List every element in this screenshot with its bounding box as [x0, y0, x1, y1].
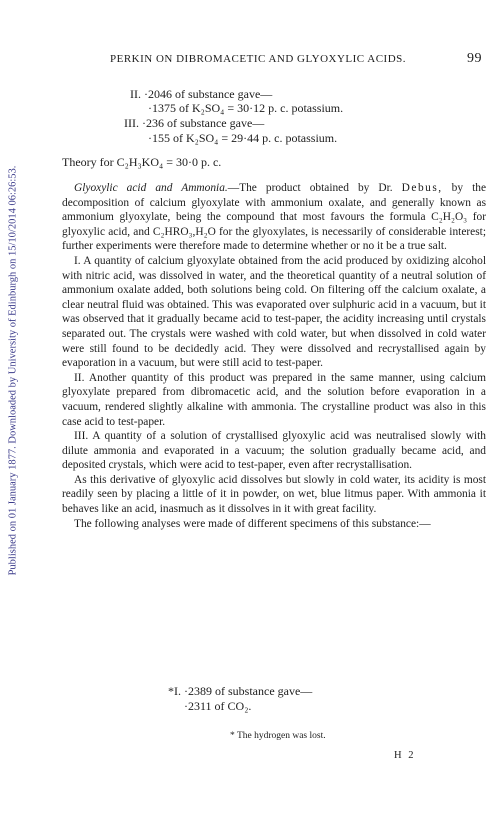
section-intro-a: —The product obtained by Dr. [227, 182, 402, 194]
paragraph: III. A quantity of a solution of crystallised glyoxylic acid was neutralised slowly with dilute ammonia and evaporated in a vacuum; the solution gradually became acid, and deposited crystals, which were acid to test-paper, even after recrystallisation. [62, 430, 486, 472]
section-intro [62, 181, 486, 254]
author-name: Debus, [401, 182, 443, 194]
footnote: * The hydrogen was lost. [230, 731, 326, 741]
analysis-line: III. ·236 of substance gave— [124, 116, 265, 130]
signature-mark: H 2 [394, 750, 416, 761]
running-header [62, 53, 490, 67]
provenance-text: Published on 01 January 1877. Downloaded by University of Edinburgh on 15/10/2014 06:26:53. [7, 165, 19, 575]
running-title: PERKIN ON DIBROMACETIC AND GLYOXYLIC ACIDS. [110, 53, 407, 65]
analysis-line: ·2311 of CO₂. [184, 699, 252, 713]
paragraph: I. A quantity of calcium glyoxylate obtained from the acid produced by oxidizing alcohol with nitric acid, was dissolved in water, and the theoretical quantity of a neutral solution of ammonium oxalate added, both solutions being cold. On filtering off the calcium oxalate, a clear neutral fluid was obtained. This was evaporated over sulphuric acid in a vacuum, but it was observed that it gradually became acid to test-paper, the acidity increasing until crystals separated out. The crystals were washed with cold water, but when dissolved in cold water were still found to be decidedly acid. They were dissolved and recrystallised again by evaporation in a vacuum, but were still acid to test-paper. [62, 254, 486, 370]
page-number: 99 [467, 51, 482, 66]
section-intro-b: by the decomposition of calcium glyoxylate with ammonium oxalate, and generally known as ammonium glyoxylate, being the compound that most favours the formula C₂H₂O₃ for glyoxylic acid, and C₂HRO₃,H₂O for the glyoxylates, is necessarily of considerable interest; further experiments were therefore made to determine whether or no it be a true salt. [62, 182, 486, 253]
provenance-sidebar [2, 100, 24, 640]
paragraph: II. Another quantity of this product was prepared in the same manner, using calcium glyoxylate prepared from dibromacetic acid, and the solution before evaporation in a vacuum, rendered slightly alkaline with ammonia. The crystalline product was also in this case acid to test-paper. [62, 371, 486, 428]
body-text [62, 181, 486, 531]
section-title: Glyoxylic acid and Ammonia. [74, 182, 228, 194]
analysis-line: II. ·2046 of substance gave— [130, 87, 273, 101]
analysis-line: *I. ·2389 of substance gave— [168, 684, 313, 698]
theory-line: Theory for C₂H₃KO₄ = 30·0 p. c. [62, 155, 222, 169]
analysis-line: ·1375 of K₂SO₄ = 30·12 p. c. potassium. [148, 101, 344, 115]
paragraph: As this derivative of glyoxylic acid dissolves but slowly in cold water, its acidity is most readily seen by placing a little of it in powder, on wet, blue litmus paper. With ammonia it behaves like an acid, inasmuch as it dissolves in it with great facility. [62, 473, 486, 516]
analysis-line: ·155 of K₂SO₄ = 29·44 p. c. potassium. [148, 131, 338, 145]
paragraph: The following analyses were made of different specimens of this substance:— [74, 517, 431, 530]
